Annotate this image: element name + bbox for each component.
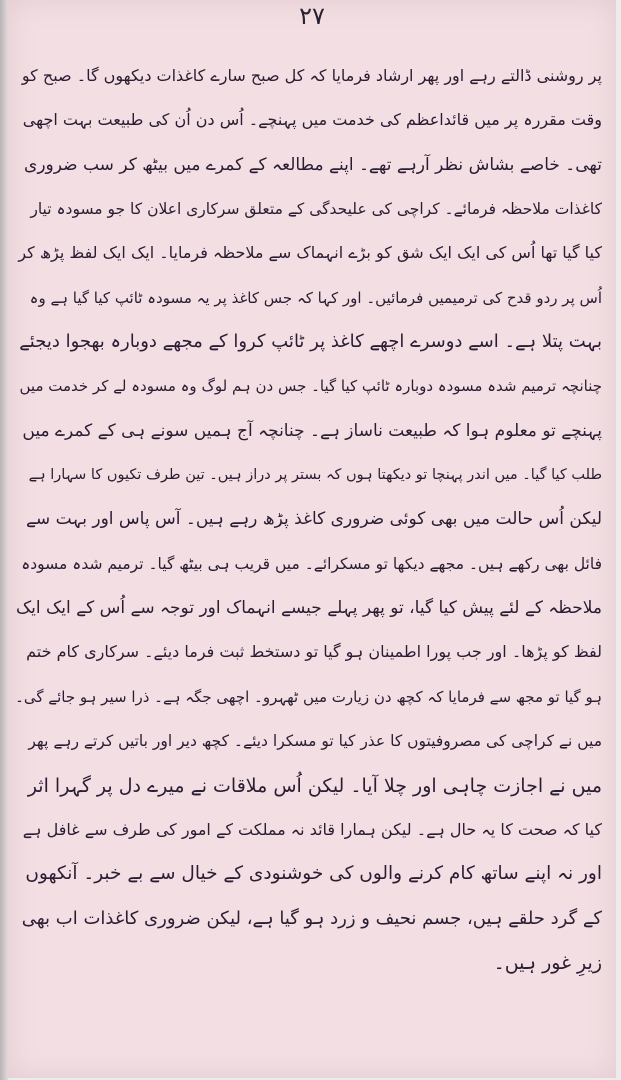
text-line: فائل بھی رکھے ہیں۔ مجھے دیکھا تو مسکرائے۔ میں قریب ہی بیٹھ گیا۔ ترمیم شدہ مسودہ (21, 554, 602, 573)
text-line: کیا کہ صحت کا یہ حال ہے۔ لیکن ہمارا قائد نہ مملکت کے امور کی طرف سے غافل ہے (22, 819, 602, 839)
page-edge-shadow (0, 0, 8, 1080)
text-line: ملاحظہ کے لئے پیش کیا گیا، تو پھر پہلے جیسے انہماک اور توجہ سے اُس کے ایک ایک (15, 598, 602, 619)
text-line: چنانچہ ترمیم شدہ مسودہ دوبارہ ٹائپ کیا گیا۔ جس دن ہم لوگ وہ مسودہ لے کر خدمت میں (19, 377, 602, 396)
text-line: پہنچے تو معلوم ہوا کہ طبیعت ناساز ہے۔ چنانچہ آج ہمیں سونے ہی کے کمرے میں (22, 420, 602, 441)
text-line: میں نے کراچی کی مصروفیتوں کا عذر کیا تو مسکرا دیئے۔ کچھ دیر اور باتیں کرتے رہے پھر (28, 732, 602, 751)
text-line: پر روشنی ڈالتے رہے اور پھر ارشاد فرمایا کہ کل صبح سارے کاغذات دیکھوں گا۔ صبح کو (21, 66, 602, 85)
text-line: لفظ کو پڑھا۔ اور جب پورا اطمینان ہو گیا تو دستخط ثبت فرما دیئے۔ سرکاری کام ختم (26, 642, 602, 662)
text-line: اُس پر ردو قدح کی ترمیمیں فرمائیں۔ اور کہا کہ جس کاغذ پر یہ مسودہ ٹائپ کیا گیا ہے وہ (29, 288, 602, 307)
page-number: ۲۷ (299, 2, 325, 30)
text-line: زیرِ غور ہیں۔ (493, 951, 602, 974)
text-line: طلب کیا گیا۔ میں اندر پہنچا تو دیکھتا ہوں کہ بستر پر دراز ہیں۔ تین طرف تکیوں کا سہارا ہے (28, 467, 602, 484)
text-line: کیا گیا تھا اُس کی ایک ایک شق کو بڑے انہماک سے ملاحظہ فرمایا۔ ایک ایک لفظ پڑھ کر (18, 243, 602, 263)
text-line: وقت مقررہ پر میں قائداعظم کی خدمت میں پہنچے۔ اُس دن اُن کی طبیعت بہت اچھی (22, 110, 602, 130)
text-line: تھی۔ خاصے بشاش نظر آرہے تھے۔ اپنے مطالعہ کے کمرے میں بیٹھ کر سب ضروری (24, 154, 602, 175)
text-line: بہت پتلا ہے۔ اسے دوسرے اچھے کاغذ پر ٹائپ کروا کے مجھے دوبارہ بھجوا دیجئے (19, 331, 602, 353)
book-page (8, 0, 616, 1078)
text-line: کاغذات ملاحظہ فرمائے۔ کراچی کی علیحدگی کے متعلق سرکاری اعلان کا جو مسودہ تیار (30, 200, 602, 219)
text-line: ہو گیا تو مجھ سے فرمایا کہ کچھ دن زیارت میں ٹھہرو۔ اچھی جگہ ہے۔ ذرا سیر ہو جائے گی۔ (15, 687, 602, 706)
body-text (14, 54, 602, 985)
text-line: لیکن اُس حالت میں بھی کوئی ضروری کاغذ پڑھ رہے ہیں۔ آس پاس اور بہت سے (25, 509, 602, 530)
text-line: اور نہ اپنے ساتھ کام کرنے والوں کی خوشنودی کے خیال سے بے خبر۔ آنکھوں (25, 863, 602, 885)
text-line: کے گرد حلقے ہیں، جسم نحیف و زرد ہو گیا ہے، لیکن ضروری کاغذات اب بھی (21, 907, 602, 929)
text-line: میں نے اجازت چاہی اور چلا آیا۔ لیکن اُس ملاقات نے میرے دل پر گہرا اثر (27, 774, 602, 797)
